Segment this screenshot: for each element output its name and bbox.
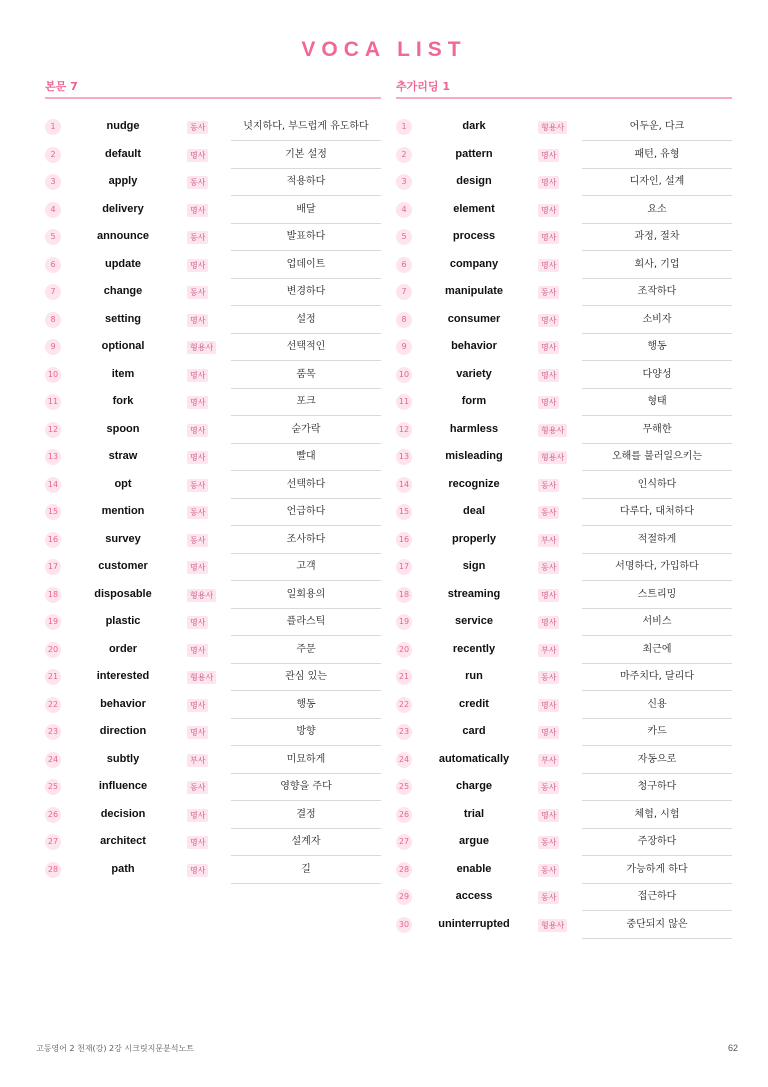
part-of-speech-badge: 동사 <box>187 506 208 519</box>
vocab-meaning: 어두운, 다크 <box>582 114 732 141</box>
vocab-word: form <box>461 395 487 407</box>
vocab-meaning: 중단되지 않은 <box>582 912 732 939</box>
vocab-word: uninterrupted <box>438 917 510 930</box>
item-number: 15 <box>45 504 61 520</box>
vocab-word: nudge <box>106 120 140 132</box>
item-number: 17 <box>45 559 61 575</box>
part-of-speech-badge: 형용사 <box>538 424 567 437</box>
vocab-word: spoon <box>106 422 140 435</box>
vocab-word: pattern <box>455 147 493 160</box>
part-of-speech-badge: 명사 <box>187 644 208 657</box>
page-title: VOCA LIST <box>301 38 467 61</box>
vocab-meaning: 다루다, 대처하다 <box>582 499 732 526</box>
footer-book-title: 고등영어 2 천재(강) 2강 시크릿지문분석노트 <box>36 1044 194 1053</box>
vocab-meaning: 행동 <box>231 692 381 719</box>
vocab-word: delivery <box>102 202 144 215</box>
vocab-meaning: 과정, 절차 <box>582 224 732 251</box>
item-number: 9 <box>45 339 61 355</box>
vocab-meaning: 관심 있는 <box>231 664 381 691</box>
item-number: 28 <box>45 862 61 878</box>
vocab-meaning: 패턴, 유형 <box>582 142 732 169</box>
vocab-row <box>396 692 732 720</box>
vocab-meaning: 서비스 <box>582 609 732 636</box>
vocab-word: properly <box>451 532 496 545</box>
vocab-meaning: 회사, 기업 <box>582 252 732 279</box>
part-of-speech-badge: 동사 <box>538 864 559 877</box>
part-of-speech-badge: 동사 <box>187 176 208 189</box>
item-number: 23 <box>396 724 412 740</box>
vocab-row <box>45 334 381 362</box>
vocab-meaning: 선택하다 <box>231 472 381 499</box>
vocab-meaning: 최근에 <box>582 637 732 664</box>
item-number: 16 <box>45 532 61 548</box>
vocab-meaning: 스트리밍 <box>582 582 732 609</box>
vocab-word: sign <box>462 560 486 572</box>
item-number: 25 <box>45 779 61 795</box>
part-of-speech-badge: 명사 <box>538 589 559 602</box>
part-of-speech-badge: 명사 <box>538 369 559 382</box>
vocab-meaning: 접근하다 <box>582 884 732 911</box>
item-number: 26 <box>396 807 412 823</box>
vocab-row <box>396 747 732 775</box>
vocab-row <box>396 609 732 637</box>
part-of-speech-badge: 명사 <box>187 699 208 712</box>
item-number: 24 <box>396 752 412 768</box>
vocab-row <box>396 444 732 472</box>
part-of-speech-badge: 명사 <box>187 809 208 822</box>
vocab-row <box>45 142 381 170</box>
item-number: 1 <box>396 119 412 135</box>
part-of-speech-badge: 명사 <box>538 616 559 629</box>
vocab-row <box>45 444 381 472</box>
vocab-word: company <box>449 257 499 270</box>
item-number: 27 <box>45 834 61 850</box>
vocab-meaning: 고객 <box>231 554 381 581</box>
vocab-word: update <box>104 257 142 270</box>
part-of-speech-badge: 명사 <box>538 149 559 162</box>
part-of-speech-badge: 동사 <box>538 561 559 574</box>
vocab-row <box>396 389 732 417</box>
vocab-row <box>45 362 381 390</box>
part-of-speech-badge: 명사 <box>538 259 559 272</box>
vocab-row <box>45 692 381 720</box>
item-number: 2 <box>396 147 412 163</box>
vocab-word: design <box>456 175 492 187</box>
vocab-word: recently <box>452 642 496 655</box>
vocab-word: survey <box>105 532 141 545</box>
vocab-word: charge <box>455 780 493 792</box>
vocab-row <box>45 802 381 830</box>
vocab-meaning: 언급하다 <box>231 499 381 526</box>
vocab-meaning: 가능하게 하다 <box>582 857 732 884</box>
vocab-meaning: 배달 <box>231 197 381 224</box>
vocab-row <box>396 664 732 692</box>
part-of-speech-badge: 명사 <box>538 341 559 354</box>
vocab-row <box>396 362 732 390</box>
vocab-meaning: 행동 <box>582 334 732 361</box>
vocab-meaning: 빨대 <box>231 444 381 471</box>
item-number: 5 <box>45 229 61 245</box>
part-of-speech-badge: 명사 <box>538 314 559 327</box>
item-number: 30 <box>396 917 412 933</box>
item-number: 26 <box>45 807 61 823</box>
vocab-row <box>396 719 732 747</box>
part-of-speech-badge: 동사 <box>538 671 559 684</box>
item-number: 8 <box>45 312 61 328</box>
vocab-meaning: 설계자 <box>231 829 381 856</box>
vocab-row <box>45 307 381 335</box>
item-number: 20 <box>396 642 412 658</box>
vocab-row <box>45 747 381 775</box>
vocab-meaning: 소비자 <box>582 307 732 334</box>
vocab-word: enable <box>456 862 492 875</box>
vocab-word: setting <box>104 312 142 325</box>
item-number: 6 <box>396 257 412 273</box>
item-number: 7 <box>396 284 412 300</box>
vocab-word: interested <box>96 670 150 682</box>
vocab-word: architect <box>100 835 146 847</box>
vocab-word: straw <box>108 450 138 462</box>
vocab-word: influence <box>98 780 148 792</box>
part-of-speech-badge: 명사 <box>538 699 559 712</box>
vocab-meaning: 청구하다 <box>582 774 732 801</box>
vocab-row <box>396 912 732 940</box>
vocab-word: variety <box>456 367 492 380</box>
section-heading-left: 본문 7 <box>45 78 381 99</box>
vocab-word: argue <box>459 835 489 847</box>
vocab-rows-left <box>45 114 381 884</box>
vocab-meaning: 미묘하게 <box>231 747 381 774</box>
vocab-word: disposable <box>94 587 152 600</box>
part-of-speech-badge: 형용사 <box>538 919 567 932</box>
vocab-column-right <box>396 78 732 939</box>
part-of-speech-badge: 동사 <box>538 781 559 794</box>
part-of-speech-badge: 형용사 <box>538 121 567 134</box>
vocab-meaning: 체험, 시험 <box>582 802 732 829</box>
part-of-speech-badge: 동사 <box>538 506 559 519</box>
vocab-meaning: 변경하다 <box>231 279 381 306</box>
vocab-meaning: 형태 <box>582 389 732 416</box>
vocab-row <box>45 582 381 610</box>
page-number: 62 <box>727 1043 738 1053</box>
vocab-meaning: 선택적인 <box>231 334 381 361</box>
vocab-word: change <box>103 285 143 297</box>
vocab-word: opt <box>114 477 132 490</box>
part-of-speech-badge: 명사 <box>538 396 559 409</box>
item-number: 3 <box>396 174 412 190</box>
vocab-row <box>45 609 381 637</box>
part-of-speech-badge: 명사 <box>187 314 208 327</box>
vocab-word: subtly <box>106 752 140 765</box>
vocab-meaning: 디자인, 설계 <box>582 169 732 196</box>
vocab-word: order <box>108 642 138 655</box>
vocab-row <box>396 334 732 362</box>
vocab-meaning: 길 <box>231 857 381 884</box>
vocab-row <box>45 554 381 582</box>
vocab-row <box>45 252 381 280</box>
part-of-speech-badge: 명사 <box>187 149 208 162</box>
vocab-word: misleading <box>445 450 503 462</box>
part-of-speech-badge: 명사 <box>187 204 208 217</box>
vocab-row <box>45 829 381 857</box>
vocab-word: trial <box>463 807 485 820</box>
part-of-speech-badge: 형용사 <box>187 671 216 684</box>
vocab-row <box>396 582 732 610</box>
part-of-speech-badge: 명사 <box>538 204 559 217</box>
vocab-word: optional <box>101 340 145 352</box>
item-number: 21 <box>45 669 61 685</box>
vocab-row <box>45 637 381 665</box>
vocab-row <box>396 637 732 665</box>
part-of-speech-badge: 동사 <box>187 121 208 134</box>
item-number: 16 <box>396 532 412 548</box>
vocab-word: recognize <box>448 477 500 490</box>
vocab-row <box>396 802 732 830</box>
vocab-row <box>45 664 381 692</box>
item-number: 12 <box>45 422 61 438</box>
vocab-meaning: 카드 <box>582 719 732 746</box>
part-of-speech-badge: 명사 <box>187 369 208 382</box>
item-number: 25 <box>396 779 412 795</box>
part-of-speech-badge: 동사 <box>187 781 208 794</box>
vocab-word: customer <box>98 560 148 572</box>
vocab-meaning: 품목 <box>231 362 381 389</box>
vocab-meaning: 숟가락 <box>231 417 381 444</box>
vocab-row <box>396 114 732 142</box>
vocab-word: direction <box>99 725 147 737</box>
vocab-word: dark <box>462 120 486 132</box>
part-of-speech-badge: 명사 <box>187 396 208 409</box>
item-number: 7 <box>45 284 61 300</box>
vocab-meaning: 마주치다, 달리다 <box>582 664 732 691</box>
vocab-meaning: 적용하다 <box>231 169 381 196</box>
vocab-meaning: 주장하다 <box>582 829 732 856</box>
part-of-speech-badge: 동사 <box>538 286 559 299</box>
vocab-row <box>45 224 381 252</box>
item-number: 18 <box>396 587 412 603</box>
item-number: 19 <box>45 614 61 630</box>
vocab-word: decision <box>100 807 146 820</box>
vocab-row <box>45 774 381 802</box>
item-number: 3 <box>45 174 61 190</box>
item-number: 21 <box>396 669 412 685</box>
vocab-meaning: 조작하다 <box>582 279 732 306</box>
part-of-speech-badge: 부사 <box>538 644 559 657</box>
vocab-meaning: 신용 <box>582 692 732 719</box>
part-of-speech-badge: 명사 <box>187 836 208 849</box>
part-of-speech-badge: 부사 <box>538 754 559 767</box>
vocab-word: announce <box>97 230 149 242</box>
vocab-row <box>45 279 381 307</box>
item-number: 9 <box>396 339 412 355</box>
vocab-word: default <box>104 147 142 160</box>
item-number: 1 <box>45 119 61 135</box>
item-number: 15 <box>396 504 412 520</box>
part-of-speech-badge: 명사 <box>187 424 208 437</box>
part-of-speech-badge: 명사 <box>187 616 208 629</box>
vocab-row <box>396 197 732 225</box>
vocab-row <box>396 527 732 555</box>
vocab-meaning: 적절하게 <box>582 527 732 554</box>
part-of-speech-badge: 동사 <box>187 534 208 547</box>
vocab-meaning: 기본 설정 <box>231 142 381 169</box>
vocab-word: card <box>462 725 486 737</box>
item-number: 20 <box>45 642 61 658</box>
part-of-speech-badge: 명사 <box>538 809 559 822</box>
item-number: 27 <box>396 834 412 850</box>
item-number: 12 <box>396 422 412 438</box>
vocab-row <box>45 417 381 445</box>
vocab-meaning: 방향 <box>231 719 381 746</box>
part-of-speech-badge: 동사 <box>538 891 559 904</box>
item-number: 10 <box>45 367 61 383</box>
vocab-meaning: 오해를 불러일으키는 <box>582 444 732 471</box>
vocab-word: service <box>455 615 493 627</box>
vocab-meaning: 일회용의 <box>231 582 381 609</box>
vocab-word: process <box>452 230 496 242</box>
vocab-row <box>396 142 732 170</box>
part-of-speech-badge: 명사 <box>187 561 208 574</box>
part-of-speech-badge: 형용사 <box>538 451 567 464</box>
part-of-speech-badge: 명사 <box>187 259 208 272</box>
vocab-word: manipulate <box>444 285 504 297</box>
vocab-meaning: 요소 <box>582 197 732 224</box>
item-number: 14 <box>45 477 61 493</box>
vocab-row <box>396 169 732 197</box>
vocab-row <box>396 884 732 912</box>
vocab-row <box>45 389 381 417</box>
item-number: 18 <box>45 587 61 603</box>
vocab-word: run <box>465 670 483 682</box>
vocab-row <box>396 499 732 527</box>
vocab-row <box>396 307 732 335</box>
vocab-meaning: 포크 <box>231 389 381 416</box>
vocab-row <box>396 252 732 280</box>
part-of-speech-badge: 동사 <box>538 479 559 492</box>
vocab-column-left <box>45 78 381 884</box>
item-number: 22 <box>45 697 61 713</box>
item-number: 28 <box>396 862 412 878</box>
item-number: 5 <box>396 229 412 245</box>
vocab-row <box>45 527 381 555</box>
vocab-meaning: 플라스틱 <box>231 609 381 636</box>
item-number: 11 <box>45 394 61 410</box>
vocab-row <box>396 224 732 252</box>
item-number: 17 <box>396 559 412 575</box>
vocab-row <box>396 829 732 857</box>
section-heading-right: 추가리딩 1 <box>396 78 732 99</box>
part-of-speech-badge: 명사 <box>187 726 208 739</box>
vocab-word: credit <box>459 697 489 710</box>
vocab-word: behavior <box>100 697 146 710</box>
vocab-row <box>396 554 732 582</box>
vocab-row <box>396 857 732 885</box>
item-number: 19 <box>396 614 412 630</box>
part-of-speech-badge: 형용사 <box>187 341 216 354</box>
vocab-word: fork <box>112 395 134 407</box>
vocab-meaning: 넛지하다, 부드럽게 유도하다 <box>231 114 381 141</box>
item-number: 8 <box>396 312 412 328</box>
vocab-word: automatically <box>438 752 510 765</box>
vocab-word: access <box>455 890 493 902</box>
item-number: 6 <box>45 257 61 273</box>
vocab-word: behavior <box>451 340 497 352</box>
vocab-row <box>45 114 381 142</box>
vocab-meaning: 조사하다 <box>231 527 381 554</box>
item-number: 29 <box>396 889 412 905</box>
part-of-speech-badge: 명사 <box>538 176 559 189</box>
vocab-meaning: 자동으로 <box>582 747 732 774</box>
vocab-word: item <box>111 367 135 380</box>
vocab-word: plastic <box>105 615 141 627</box>
vocab-meaning: 인식하다 <box>582 472 732 499</box>
part-of-speech-badge: 부사 <box>538 534 559 547</box>
part-of-speech-badge: 명사 <box>538 726 559 739</box>
item-number: 11 <box>396 394 412 410</box>
vocab-row <box>396 774 732 802</box>
vocab-row <box>45 197 381 225</box>
vocab-word: consumer <box>447 312 501 325</box>
vocab-meaning: 결정 <box>231 802 381 829</box>
vocab-row <box>45 499 381 527</box>
vocab-word: streaming <box>447 587 501 600</box>
part-of-speech-badge: 형용사 <box>187 589 216 602</box>
item-number: 2 <box>45 147 61 163</box>
vocab-meaning: 주문 <box>231 637 381 664</box>
vocab-meaning: 무해한 <box>582 417 732 444</box>
vocab-meaning: 발표하다 <box>231 224 381 251</box>
vocab-rows-right <box>396 114 732 939</box>
vocab-meaning: 다양성 <box>582 362 732 389</box>
vocab-row <box>45 857 381 885</box>
part-of-speech-badge: 동사 <box>187 231 208 244</box>
vocab-meaning: 서명하다, 가입하다 <box>582 554 732 581</box>
item-number: 4 <box>45 202 61 218</box>
item-number: 24 <box>45 752 61 768</box>
part-of-speech-badge: 부사 <box>187 754 208 767</box>
vocab-word: deal <box>462 505 485 517</box>
item-number: 23 <box>45 724 61 740</box>
item-number: 13 <box>45 449 61 465</box>
item-number: 22 <box>396 697 412 713</box>
vocab-word: path <box>111 862 135 875</box>
vocab-meaning: 설정 <box>231 307 381 334</box>
vocab-row <box>396 472 732 500</box>
vocab-word: mention <box>101 505 145 517</box>
vocab-row <box>45 719 381 747</box>
vocab-row <box>45 169 381 197</box>
vocab-word: element <box>453 202 495 215</box>
item-number: 13 <box>396 449 412 465</box>
vocab-word: harmless <box>449 422 499 435</box>
vocab-row <box>396 279 732 307</box>
part-of-speech-badge: 동사 <box>187 479 208 492</box>
item-number: 4 <box>396 202 412 218</box>
vocab-word: apply <box>108 175 138 187</box>
item-number: 10 <box>396 367 412 383</box>
part-of-speech-badge: 명사 <box>538 231 559 244</box>
vocab-row <box>45 472 381 500</box>
vocab-row <box>396 417 732 445</box>
item-number: 14 <box>396 477 412 493</box>
vocab-meaning: 업데이트 <box>231 252 381 279</box>
part-of-speech-badge: 명사 <box>187 451 208 464</box>
part-of-speech-badge: 명사 <box>187 864 208 877</box>
part-of-speech-badge: 동사 <box>187 286 208 299</box>
part-of-speech-badge: 동사 <box>538 836 559 849</box>
vocab-meaning: 영향을 주다 <box>231 774 381 801</box>
